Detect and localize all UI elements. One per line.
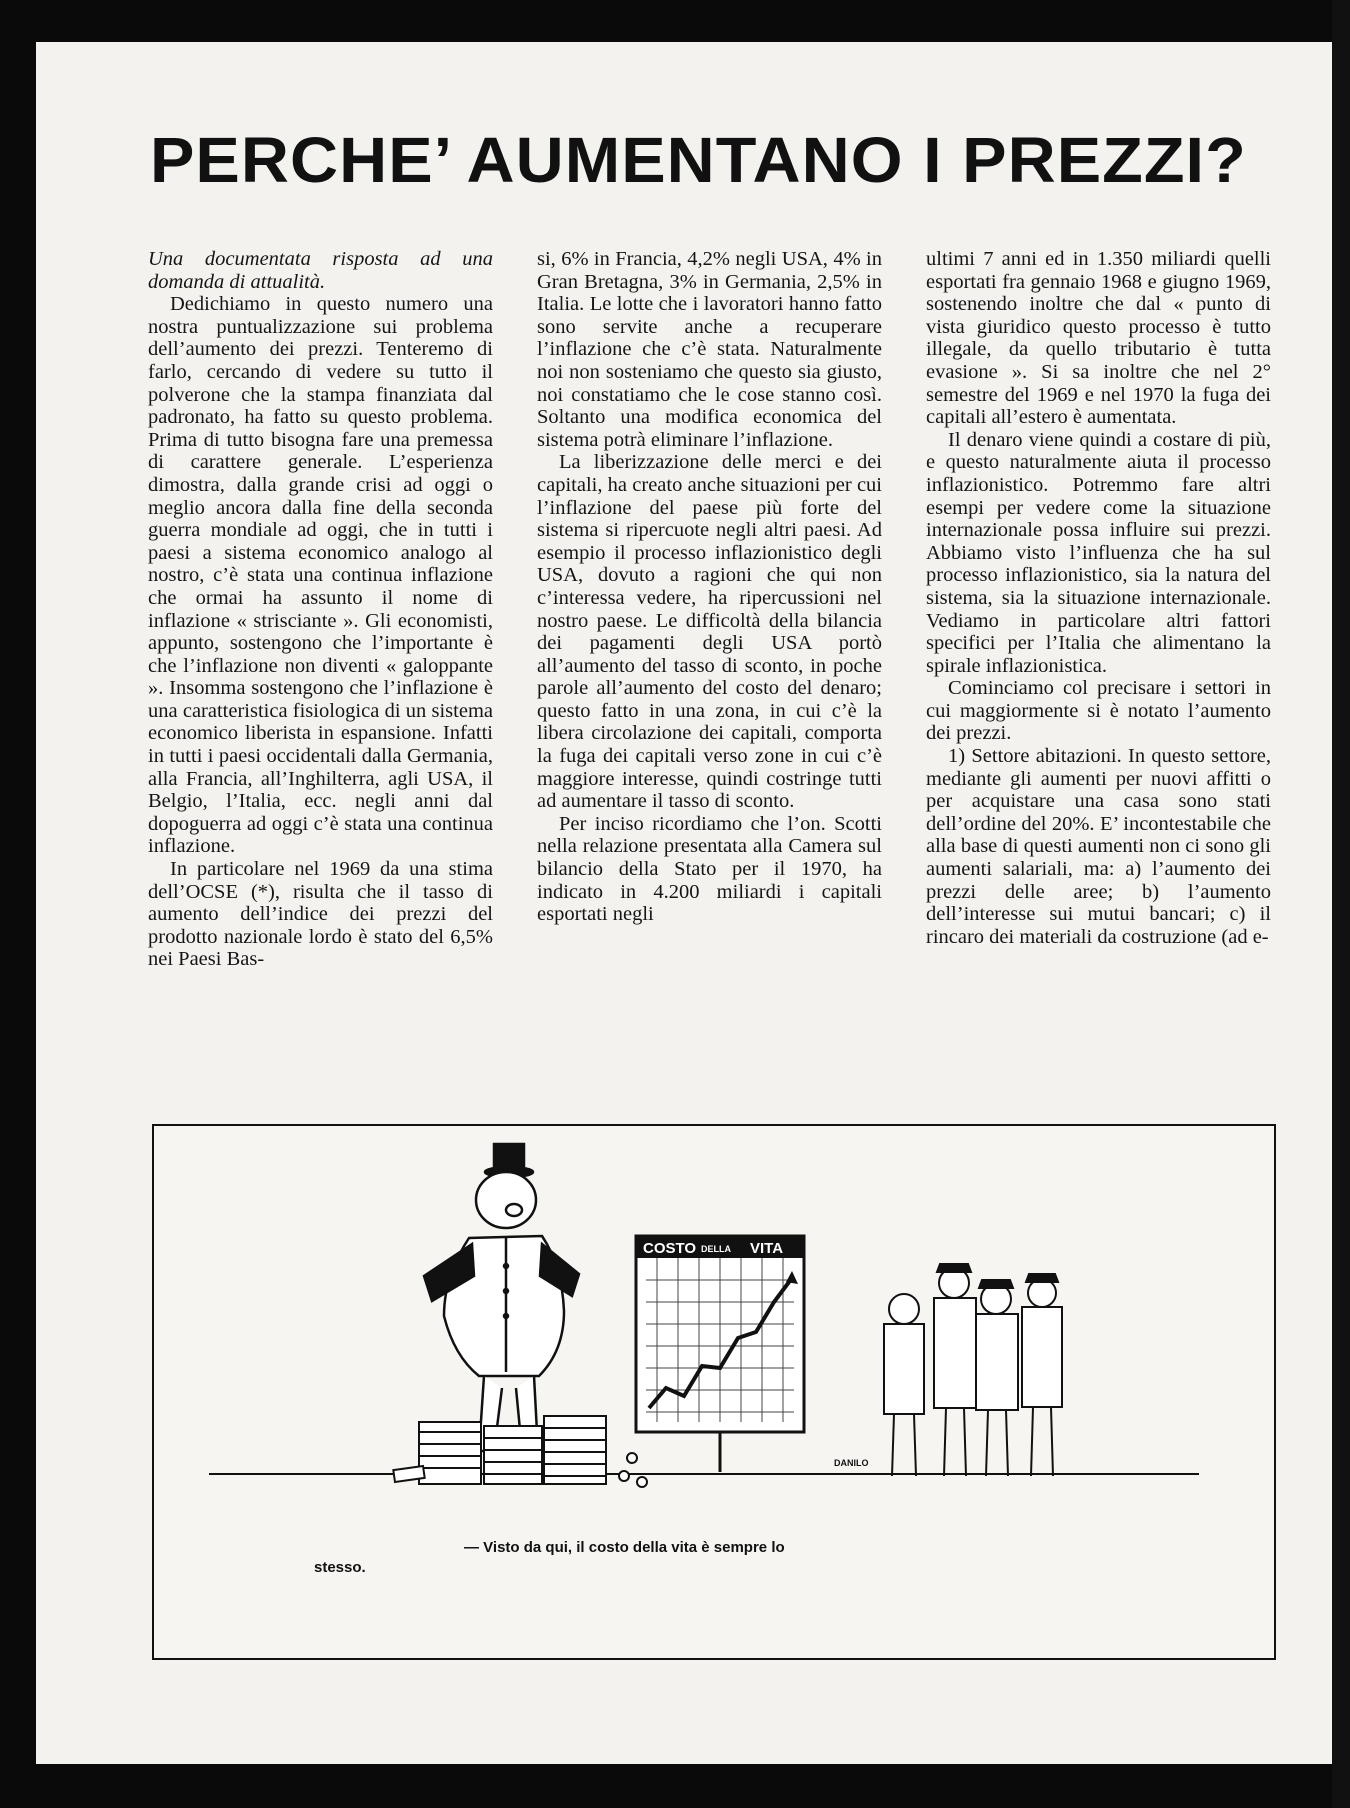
board-title-1: COSTO	[643, 1240, 697, 1257]
paragraph: Una documentata risposta ad una domanda di attualità.	[148, 248, 493, 293]
workers-group	[884, 1264, 1062, 1476]
paragraph: Cominciamo col precisare i settori in cui maggiormente si è notato l’aumento dei prezzi.	[926, 677, 1271, 745]
paragraph: si, 6% in Francia, 4,2% negli USA, 4% in Gran Bretagna, 3% in Germania, 2,5% in Italia. Le lotte che i lavoratori hanno fatto sono servite anche a recuperare l’inflazione che c’è stata. Naturalmente noi non sosteniamo che questo sia giusto, noi constatiamo che le cose stanno così. Soltanto una modifica economica del sistema potrà eliminare l’inflazione.	[537, 248, 882, 451]
paragraph: In particolare nel 1969 da una stima dell’OCSE (*), risulta che il tasso di aumento dell’indice dei prezzi del prodotto nazionale lordo è stato del 6,5% nei Paesi Bas-	[148, 858, 493, 971]
article-column-1	[148, 248, 493, 971]
page-edge	[1332, 0, 1350, 1808]
cartoon-drawing	[154, 1126, 1274, 1658]
paragraph: Il denaro viene quindi a costare di più, e questo naturalmente aiuta il processo inflazionistico. Potremmo fare altri esempi per vedere come la situazione internazionale possa influire sui prezzi. Abbiamo visto l’influenza che ha sul processo inflazionistico, sia la natura del sistema, sia la situazione internazionale. Vediamo in particolare altri fattori specifici per l’Italia che alimentano la spirale inflazionistica.	[926, 428, 1271, 677]
board-title-2: DELLA	[701, 1244, 731, 1254]
cost-of-living-board	[636, 1236, 804, 1472]
article-column-2	[537, 248, 882, 926]
capitalist-figure	[424, 1144, 579, 1451]
caption-line-2: stesso.	[314, 1559, 366, 1576]
paragraph: Dedichiamo in questo numero una nostra puntualizzazione sui problema dell’aumento dei prezzi. Tenteremo di farlo, cercando di vedere su tutto il polverone che la stampa finanziata dal padronato, ha fatto su questo problema. Prima di tutto bisogna fare una premessa di carattere generale. L’esperienza dimostra, dalla grande crisi ad oggi o meglio ancora dalla fine della seconda guerra mondiale ad oggi, che in tutti i paesi a sistema economico analogo al nostro, c’è stata una continua inflazione che ormai ha assunto il nome di inflazione « strisciante ». Gli economisti, appunto, sostengono che l’importante è che l’inflazione non diventi « galoppante ». Insomma sostengono che l’inflazione è una caratteristica fisiologica di un sistema economico liberista in espansione. Infatti in tutti i paesi occidentali dalla Germania, alla Francia, all’Inghilterra, agli USA, il Belgio, l’Italia, ecc. negli anni dal dopoguerra ad oggi c’è stata una continua inflazione.	[148, 293, 493, 858]
headline: PERCHE’ AUMENTANO I PREZZI?	[150, 124, 1247, 196]
paragraph: 1) Settore abitazioni. In questo settore, mediante gli aumenti per nuovi affitti o per acquistare una casa sono stati dell’ordine del 20%. E’ incontestabile che alla base di questi aumenti non ci sono gli aumenti salariali, ma: a) l’aumento dei prezzi delle aree; b) l’aumento dell’interesse sui mutui bancari; c) il rincaro dei materiali da costruzione (ad e-	[926, 745, 1271, 948]
paragraph: La liberizzazione delle merci e dei capitali, ha creato anche situazioni per cui l’inflazione del paese più forte del sistema si ripercuote negli altri paesi. Ad esempio il processo inflazionistico degli USA, dovuto a ragioni che qui non c’interessa vedere, ha ripercussioni nel nostro paese. Le difficoltà della bilancia dei pagamenti degli USA portò all’aumento del tasso di sconto, in poche parole all’aumento del costo del denaro; questo fatto in una zona, in cui c’è la libera circolazione dei capitali, comporta la fuga dei capitali verso zone in cui c’è maggiore interesse, quindi costringe tutti ad aumentare il tasso di sconto.	[537, 451, 882, 813]
article-column-3	[926, 248, 1271, 948]
paragraph: ultimi 7 anni ed in 1.350 miliardi quelli esportati fra gennaio 1968 e giugno 1969, sostenendo inoltre che dal « punto di vista giuridico questo processo è tutto illegale, da quello tributario è tutta evasione ». Si sa inoltre che nel 2° semestre del 1969 e nel 1970 la fuga dei capitali all’estero è aumentata.	[926, 248, 1271, 429]
cartoon-illustration	[152, 1124, 1276, 1660]
caption-line-1: — Visto da qui, il costo della vita è sempre lo	[464, 1539, 785, 1556]
artist-signature: DANILO	[834, 1458, 869, 1468]
cartoon-caption	[314, 1538, 1064, 1578]
board-title-3: VITA	[750, 1240, 784, 1257]
money-stacks	[393, 1416, 647, 1487]
paragraph: Per inciso ricordiamo che l’on. Scotti nella relazione presentata alla Camera sul bilancio della Stato per il 1970, ha indicato in 4.200 miliardi i capitali esportati negli	[537, 812, 882, 926]
